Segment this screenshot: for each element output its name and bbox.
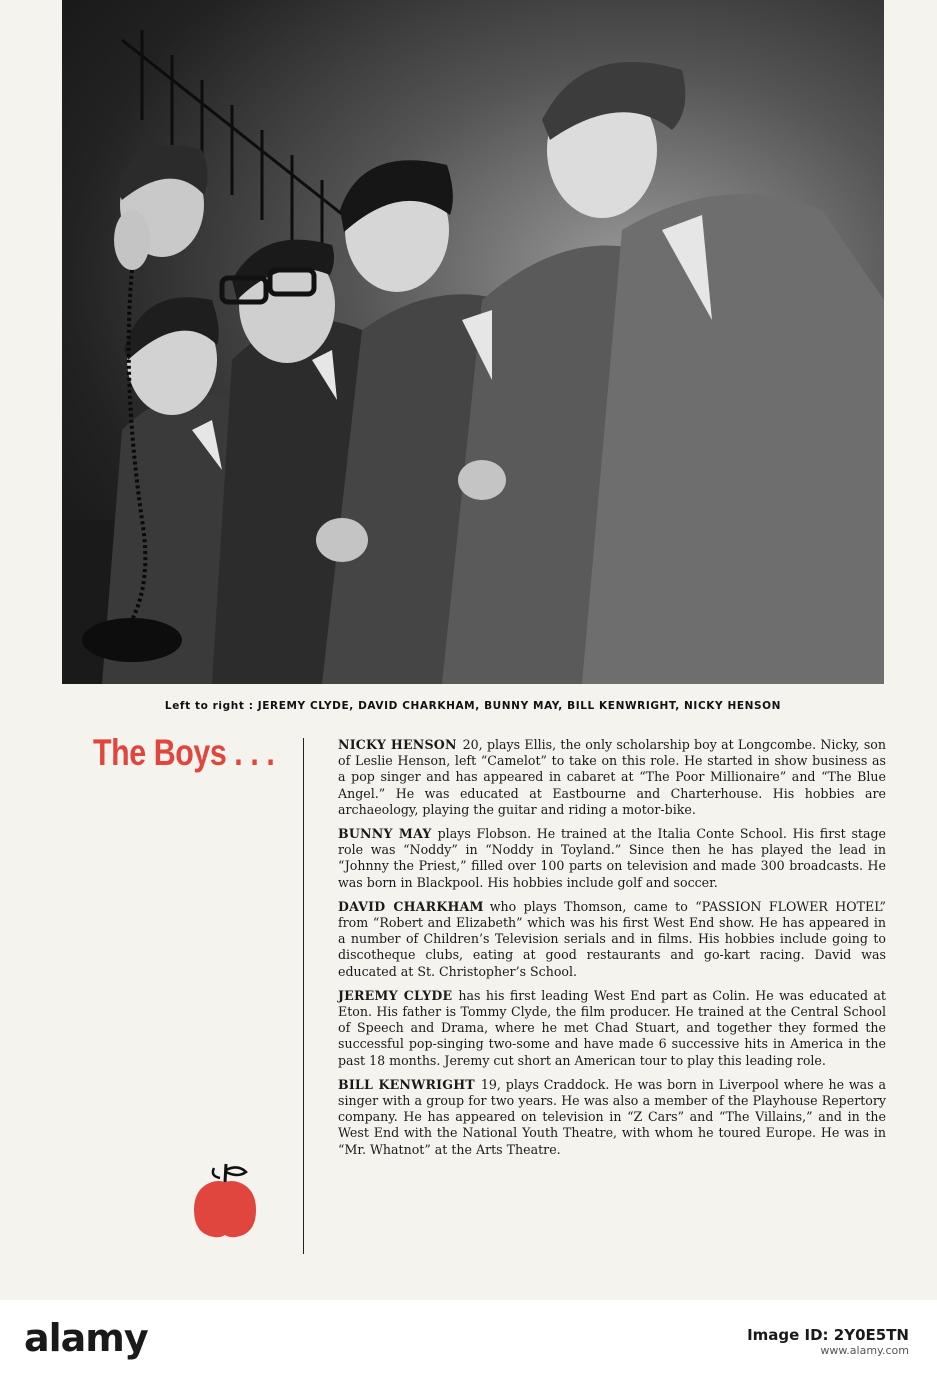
bio-name: DAVID CHARKHAM <box>338 898 484 914</box>
bio-nicky-henson <box>338 737 886 818</box>
watermark-site: www.alamy.com <box>820 1344 909 1357</box>
section-heading: The Boys . . . <box>93 732 275 773</box>
bio-text: 19, plays Craddock. He was born in Liverpool where he was a singer with a group for two years. He was also a member of the Playhouse Repertory company. He has appeared on television in “Z Cars” and “The Villains,” and in the West End with the National Youth Theatre, with whom he toured Europe. He was in “Mr. Whatnot” at the Arts Theatre. <box>338 1076 886 1157</box>
bio-name: BUNNY MAY <box>338 826 432 842</box>
watermark-meta <box>747 1328 909 1358</box>
bio-text: 20, plays Ellis, the only scholarship boy at Longcombe. Nicky, son of Leslie Henson, left “Camelot” to take on this role. He started in show business as a pop singer and has appeared in cabaret at “The Poor Millionaire” and “The Blue Angel.” He was educated at Eastbourne and Charterhouse. His hobbies are archaeology, playing the guitar and riding a motor-bike. <box>338 737 886 817</box>
bio-text: who plays Thomson, came to “PASSION FLOWER HOTEL” from “Robert and Elizabeth” which was his first West End show. He has appeared in a number of Children’s Television serials and in films. His hobbies include going to discotheque clubs, eating at good restaurants and go-kart racing. David was educated at St. Christopher’s School. <box>338 898 886 979</box>
apple-logo-icon <box>190 1160 260 1240</box>
cast-bios <box>338 737 886 1166</box>
bio-bill-kenwright <box>338 1077 886 1158</box>
watermark-brand: alamy <box>24 1316 148 1360</box>
column-divider <box>303 738 304 1254</box>
bio-name: JEREMY CLYDE <box>338 987 453 1003</box>
bio-david-charkham <box>338 899 886 980</box>
watermark-image-id: Image ID: 2Y0E5TN <box>747 1326 909 1344</box>
photo-caption: Left to right : JEREMY CLYDE, DAVID CHARKHAM, BUNNY MAY, BILL KENWRIGHT, NICKY HENSON <box>164 700 782 712</box>
bio-text: has his first leading West End part as Colin. He was educated at Eton. His father is Tommy Clyde, the film producer. He trained at the Central School of Speech and Drama, where he met Chad Stuart, and together they formed the successful pop-singing two-some and have made 6 successive hits in America in the past 18 months. Jeremy cut short an American tour to play this leading role. <box>338 987 886 1068</box>
cast-photo-illustration <box>62 0 884 684</box>
cast-photo <box>62 0 884 684</box>
bio-text: plays Flobson. He trained at the Italia Conte School. His first stage role was “Noddy” in “Noddy in Toyland.” Since then he has played the lead in “Johnny the Priest,” filled over 100 parts on television and made 300 broadcasts. He was born in Blackpool. His hobbies include golf and soccer. <box>338 826 886 890</box>
bio-name: NICKY HENSON <box>338 737 457 752</box>
bio-bunny-may <box>338 826 886 891</box>
bio-jeremy-clyde <box>338 988 886 1069</box>
bio-name: BILL KENWRIGHT <box>338 1076 475 1092</box>
